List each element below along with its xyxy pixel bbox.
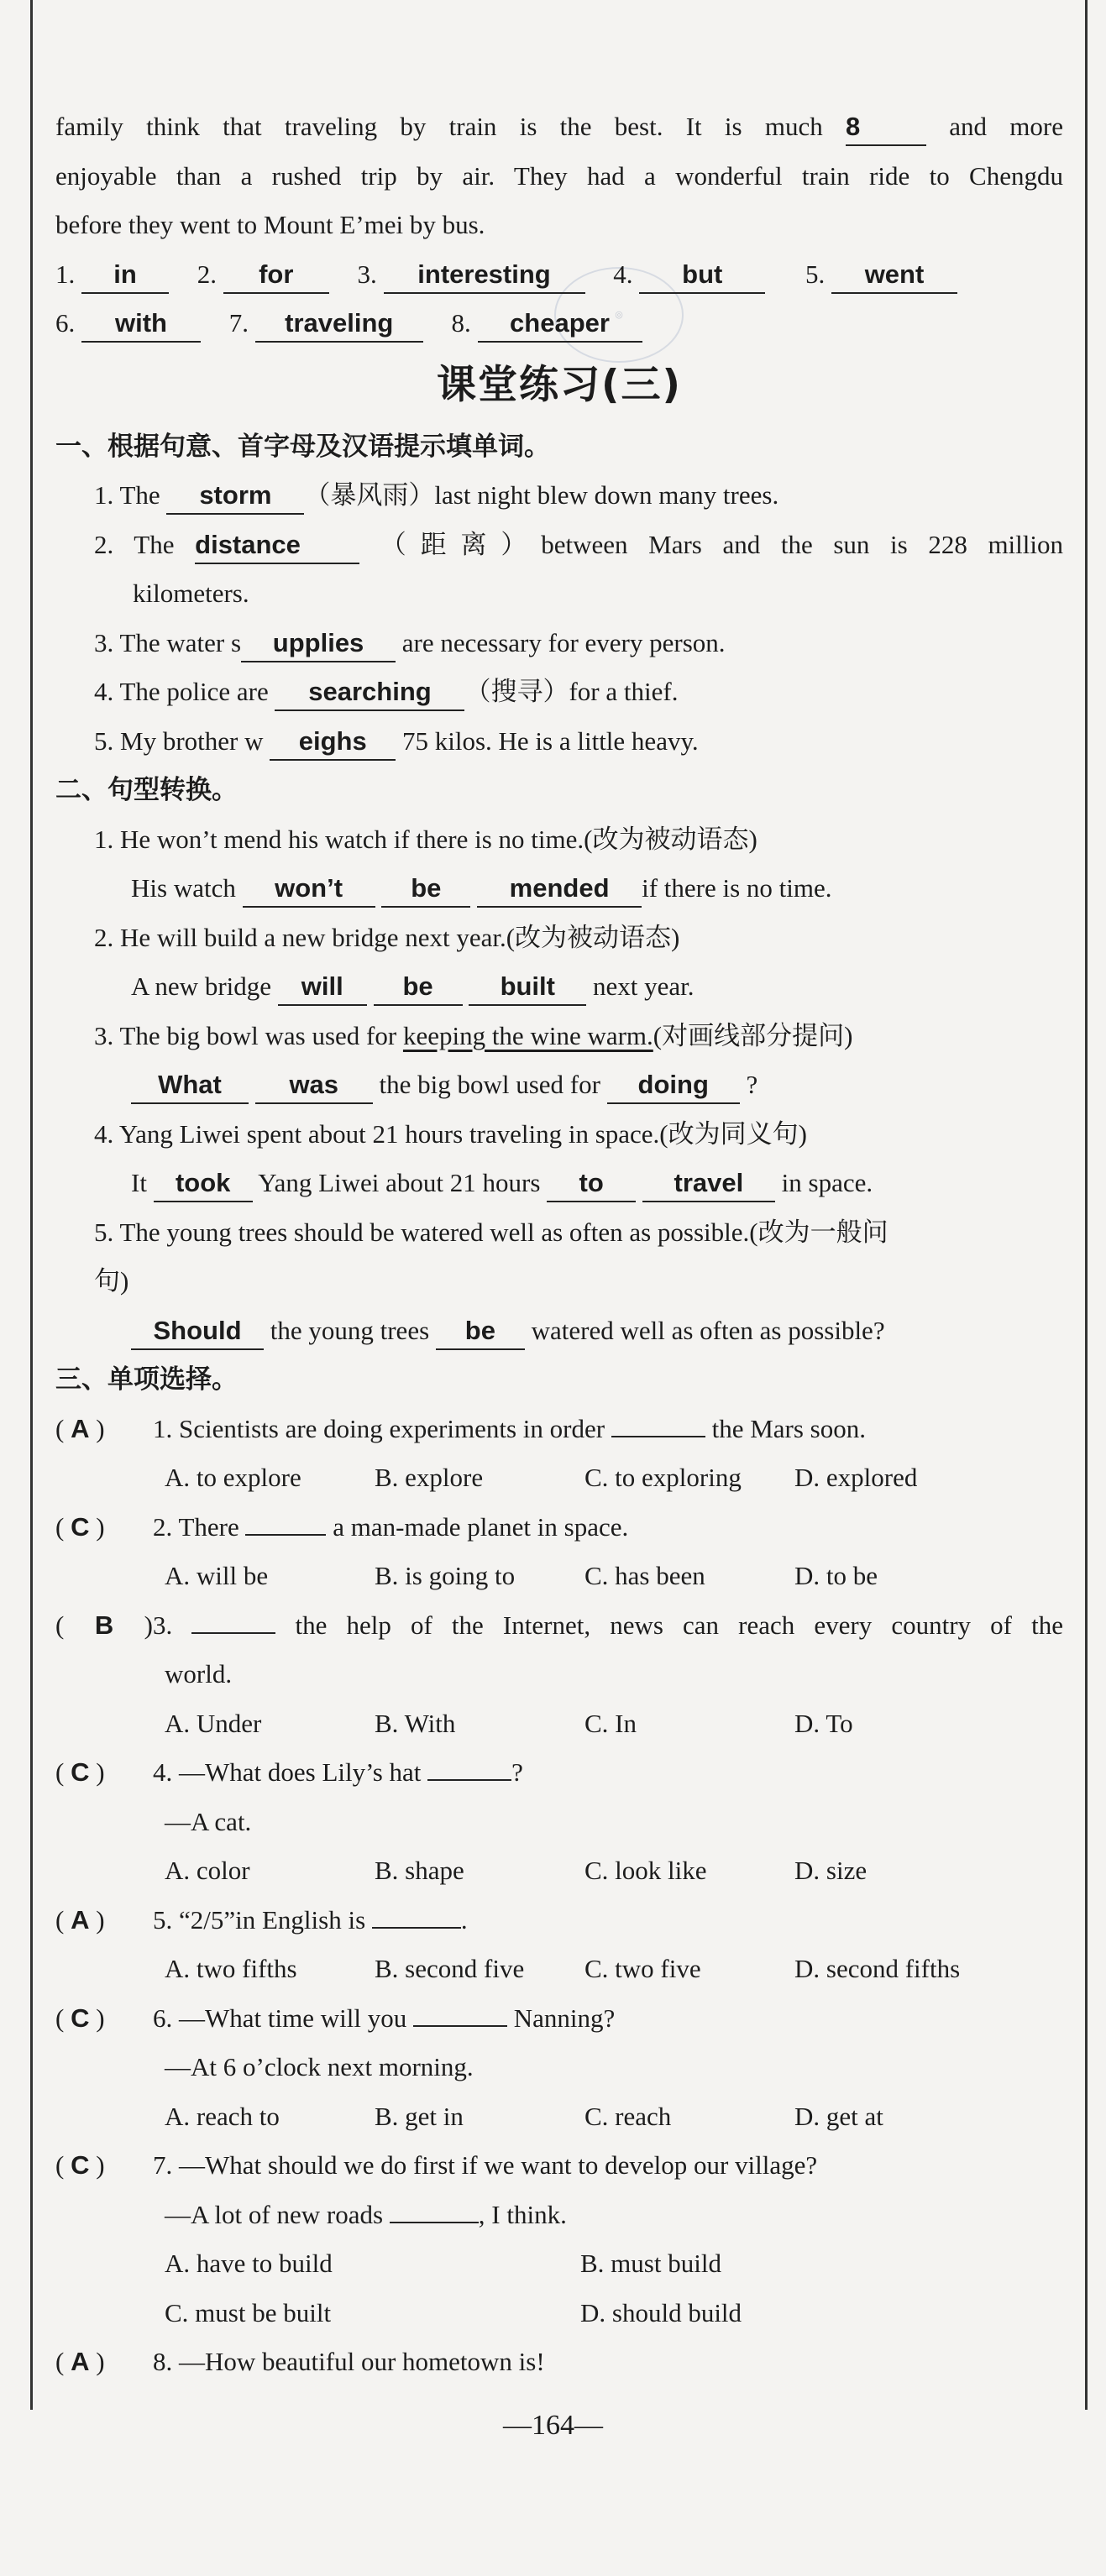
question-text: Nanning? xyxy=(513,2003,616,2033)
mc-answer: C xyxy=(71,1511,90,1542)
answer-number: 7. xyxy=(228,308,249,338)
answer-paren: ( A ) xyxy=(55,1904,105,1935)
intro-text: enjoyable than a rushed trip by air. They had a wonderful train ride to Chengdu xyxy=(55,160,1063,191)
part2-answer-5 xyxy=(55,1306,1063,1356)
part1-heading: 一、根据句意、首字母及汉语提示填单词。 xyxy=(55,431,550,462)
previous-answers-row-1 xyxy=(55,250,1063,300)
option-c: C. In xyxy=(584,1708,637,1738)
option-d: D. second fifths xyxy=(794,1954,961,1983)
part1-question-4 xyxy=(55,668,1063,717)
option-b: B. shape xyxy=(375,1856,464,1885)
mc-question-4-cont: —A cat. xyxy=(165,1806,252,1836)
part2-question-4: 4. Yang Liwei spent about 21 hours traveling in space.(改为同义句) xyxy=(94,1118,807,1149)
mc-question-8 xyxy=(55,2338,1063,2387)
option-a: A. reach to xyxy=(165,2101,280,2131)
option-d: D. get at xyxy=(794,2101,883,2131)
mc-answer: B xyxy=(94,1610,114,1640)
question-text: 1. Scientists are doing experiments in order xyxy=(153,1413,605,1443)
page-number: —164— xyxy=(503,2410,603,2441)
answer-paren: ( C ) xyxy=(55,2150,105,2180)
question-text: It xyxy=(131,1168,147,1197)
question-text: （距离）between Mars and the sun is 228 million xyxy=(380,529,1064,559)
question-text: 5. “2/5”in English is xyxy=(153,1904,366,1935)
answer-number: 5. xyxy=(805,259,826,289)
intro-text: family think that traveling by train is the best. It is much xyxy=(55,112,823,141)
question-text: watered well as often as possible? xyxy=(531,1315,885,1345)
answer-blank: storm xyxy=(166,479,304,515)
mc-question-7-cont xyxy=(55,2191,1063,2240)
answer-blank: travel xyxy=(642,1167,775,1202)
answer-blank: won’t xyxy=(243,872,375,908)
question-text: Yang Liwei about 21 hours xyxy=(258,1168,541,1197)
mc-options-2 xyxy=(55,1552,1063,1601)
intro-text: and more xyxy=(949,112,1063,141)
intro-text: before they went to Mount E’mei by bus. xyxy=(55,210,485,239)
mc-question-6-cont: —At 6 o’clock next morning. xyxy=(165,2052,474,2081)
part2-answer-2 xyxy=(55,962,1063,1012)
intro-line-2 xyxy=(55,152,1063,202)
option-c: C. has been xyxy=(584,1561,705,1590)
question-text: the young trees xyxy=(270,1315,430,1345)
question-text: the big bowl used for xyxy=(379,1070,600,1099)
option-d: D. size xyxy=(794,1856,868,1885)
question-text: , I think. xyxy=(478,2199,567,2229)
answer-number: 6. xyxy=(55,308,76,338)
empty-blank xyxy=(372,1902,461,1929)
option-b: B. get in xyxy=(375,2101,464,2131)
part2-heading: 二、句型转换。 xyxy=(55,775,238,805)
option-d: D. explored xyxy=(794,1463,918,1492)
part2-answer-4 xyxy=(55,1159,1063,1208)
empty-blank xyxy=(413,2000,507,2027)
question-text: 75 kilos. He is a little heavy. xyxy=(401,725,699,756)
option-b: B. is going to xyxy=(375,1561,516,1590)
option-a: A. to explore xyxy=(165,1463,301,1492)
answer-blank: 8 xyxy=(846,111,926,146)
mc-question-6 xyxy=(55,1994,1063,2044)
question-text: 3. The water s xyxy=(94,627,242,657)
empty-blank xyxy=(191,1607,275,1634)
answer-blank: was xyxy=(255,1069,373,1104)
mc-answer: C xyxy=(71,1757,90,1787)
mc-options-7a xyxy=(55,2239,1063,2289)
answer-number: 4. xyxy=(613,259,633,289)
option-b: B. With xyxy=(375,1708,456,1738)
question-text: 2. The xyxy=(94,529,175,559)
mc-options-4 xyxy=(55,1846,1063,1896)
question-text: 4. —What does Lily’s hat xyxy=(153,1757,422,1787)
mc-question-1 xyxy=(55,1405,1063,1454)
mc-options-1 xyxy=(55,1453,1063,1503)
mc-options-5 xyxy=(55,1945,1063,1994)
intro-line-1 xyxy=(55,102,1063,152)
question-text: His watch xyxy=(131,873,236,903)
mc-question-2 xyxy=(55,1503,1063,1552)
part1-question-5 xyxy=(55,717,1063,767)
option-b: B. second five xyxy=(375,1954,525,1983)
question-text: . xyxy=(460,1904,468,1935)
option-d: D. should build xyxy=(580,2297,742,2327)
empty-blank xyxy=(611,1411,705,1437)
question-text: A new bridge xyxy=(131,971,272,1001)
answer-blank: be xyxy=(374,971,463,1006)
answer-paren: ( B ) xyxy=(55,1610,154,1640)
part3-heading: 三、单项选择。 xyxy=(55,1364,238,1395)
mc-options-6 xyxy=(55,2092,1063,2142)
option-a: A. two fifths xyxy=(165,1954,297,1983)
question-text: （暴风雨）last night blew down many trees. xyxy=(304,480,779,510)
answer-blank: What xyxy=(131,1069,249,1104)
right-border-line xyxy=(1085,0,1088,2410)
question-text: the help of the Internet, news can reach every country of the xyxy=(295,1610,1063,1640)
question-text: 3. xyxy=(153,1610,173,1640)
question-text: the Mars soon. xyxy=(711,1413,866,1443)
part1-question-2-cont: kilometers. xyxy=(133,579,249,608)
answer-blank: cheaper xyxy=(478,307,642,343)
answer-blank: mended xyxy=(477,872,642,908)
left-border-line xyxy=(30,0,33,2410)
question-text: ? xyxy=(746,1070,758,1099)
mc-options-3 xyxy=(55,1699,1063,1749)
mc-answer: C xyxy=(71,2003,90,2033)
part1-question-2 xyxy=(55,521,1063,570)
mc-answer: A xyxy=(71,1413,90,1443)
option-d: D. to be xyxy=(794,1561,878,1590)
question-text: 8. —How beautiful our hometown is! xyxy=(153,2347,545,2376)
question-text: 5. My brother w xyxy=(94,725,264,756)
answer-blank: eighs xyxy=(270,725,396,761)
mc-answer: A xyxy=(71,1904,90,1935)
question-text: next year. xyxy=(593,971,695,1001)
answer-number: 2. xyxy=(197,259,217,289)
answer-blank: went xyxy=(831,259,957,294)
previous-answers-row-2 xyxy=(55,299,1063,348)
option-a: A. Under xyxy=(165,1708,262,1738)
mc-question-3-cont: world. xyxy=(165,1659,233,1689)
answer-blank: distance xyxy=(195,529,359,564)
question-text: in space. xyxy=(781,1168,873,1197)
mc-question-5 xyxy=(55,1896,1063,1945)
option-a: A. have to build xyxy=(165,2249,333,2278)
answer-paren: ( A ) xyxy=(55,2347,105,2376)
option-c: C. to exploring xyxy=(584,1463,742,1492)
section-title: 课堂练习(三) xyxy=(437,361,682,408)
worksheet-page xyxy=(55,102,1063,2387)
option-c: C. two five xyxy=(584,1954,701,1983)
answer-blank: took xyxy=(154,1167,253,1202)
question-text: 2. There xyxy=(153,1511,239,1542)
answer-number: 3. xyxy=(357,259,377,289)
option-c: C. must be built xyxy=(165,2297,332,2327)
question-text: 3. The big bowl was used for xyxy=(94,1020,397,1050)
answer-blank: for xyxy=(223,259,329,294)
part2-question-3 xyxy=(55,1012,1063,1061)
question-text: if there is no time. xyxy=(642,873,832,903)
answer-blank: built xyxy=(469,971,586,1006)
answer-blank: doing xyxy=(607,1069,740,1104)
empty-blank xyxy=(390,2196,479,2223)
part2-question-5: 5. The young trees should be watered well as often as possible.(改为一般问 xyxy=(94,1217,888,1247)
question-text: ? xyxy=(511,1757,523,1787)
empty-blank xyxy=(427,1754,511,1781)
mc-options-7b xyxy=(55,2289,1063,2338)
answer-blank: Should xyxy=(131,1315,264,1350)
part2-answer-3 xyxy=(55,1060,1063,1110)
part1-question-3 xyxy=(55,619,1063,668)
mc-answer: C xyxy=(71,2150,90,2180)
watermark-stamp: ◎ xyxy=(554,267,684,363)
underlined-phrase: keeping the wine warm. xyxy=(402,1020,653,1050)
answer-blank: upplies xyxy=(241,627,396,662)
answer-blank: be xyxy=(381,872,470,908)
question-text: are necessary for every person. xyxy=(401,627,726,657)
option-d: D. To xyxy=(794,1708,853,1738)
answer-blank: searching xyxy=(275,676,464,711)
part2-question-2: 2. He will build a new bridge next year.(改为被动语态) xyxy=(94,922,680,952)
option-a: A. color xyxy=(165,1856,250,1885)
answer-blank: but xyxy=(639,259,765,294)
answer-blank: interesting xyxy=(384,259,585,294)
option-b: B. must build xyxy=(580,2249,721,2278)
mc-question-3 xyxy=(55,1601,1063,1651)
answer-blank: be xyxy=(436,1315,525,1350)
mc-answer: A xyxy=(71,2347,90,2376)
question-text: （搜寻）for a thief. xyxy=(464,677,679,706)
question-text: a man-made planet in space. xyxy=(333,1511,629,1542)
part2-question-1: 1. He won’t mend his watch if there is no time.(改为被动语态) xyxy=(94,824,757,854)
question-text: (对画线部分提问) xyxy=(653,1020,853,1050)
empty-blank xyxy=(245,1509,326,1536)
answer-blank: with xyxy=(81,307,201,343)
answer-paren: ( C ) xyxy=(55,2003,105,2033)
answer-number: 8. xyxy=(451,308,471,338)
question-text: 6. —What time will you xyxy=(153,2003,407,2033)
question-text: 4. The police are xyxy=(94,677,269,706)
answer-paren: ( A ) xyxy=(55,1413,105,1443)
intro-line-3 xyxy=(55,201,1063,250)
part2-answer-1 xyxy=(55,864,1063,914)
answer-blank: traveling xyxy=(255,307,423,343)
answer-paren: ( C ) xyxy=(55,1511,105,1542)
answer-paren: ( C ) xyxy=(55,1757,105,1787)
question-text: 7. —What should we do first if we want to develop our village? xyxy=(153,2150,818,2180)
option-c: C. look like xyxy=(584,1856,707,1885)
answer-blank: will xyxy=(278,971,367,1006)
option-b: B. explore xyxy=(375,1463,484,1492)
option-a: A. will be xyxy=(165,1561,269,1590)
question-text: —A lot of new roads xyxy=(165,2199,384,2229)
answer-blank: in xyxy=(81,259,169,294)
mc-question-7 xyxy=(55,2141,1063,2191)
answer-blank: to xyxy=(547,1167,636,1202)
part2-question-5-cont: 句) xyxy=(94,1266,129,1296)
question-text: 1. The xyxy=(94,480,160,510)
answer-number: 1. xyxy=(55,259,76,289)
mc-question-4 xyxy=(55,1748,1063,1798)
option-c: C. reach xyxy=(584,2101,672,2131)
part1-question-1 xyxy=(55,471,1063,521)
